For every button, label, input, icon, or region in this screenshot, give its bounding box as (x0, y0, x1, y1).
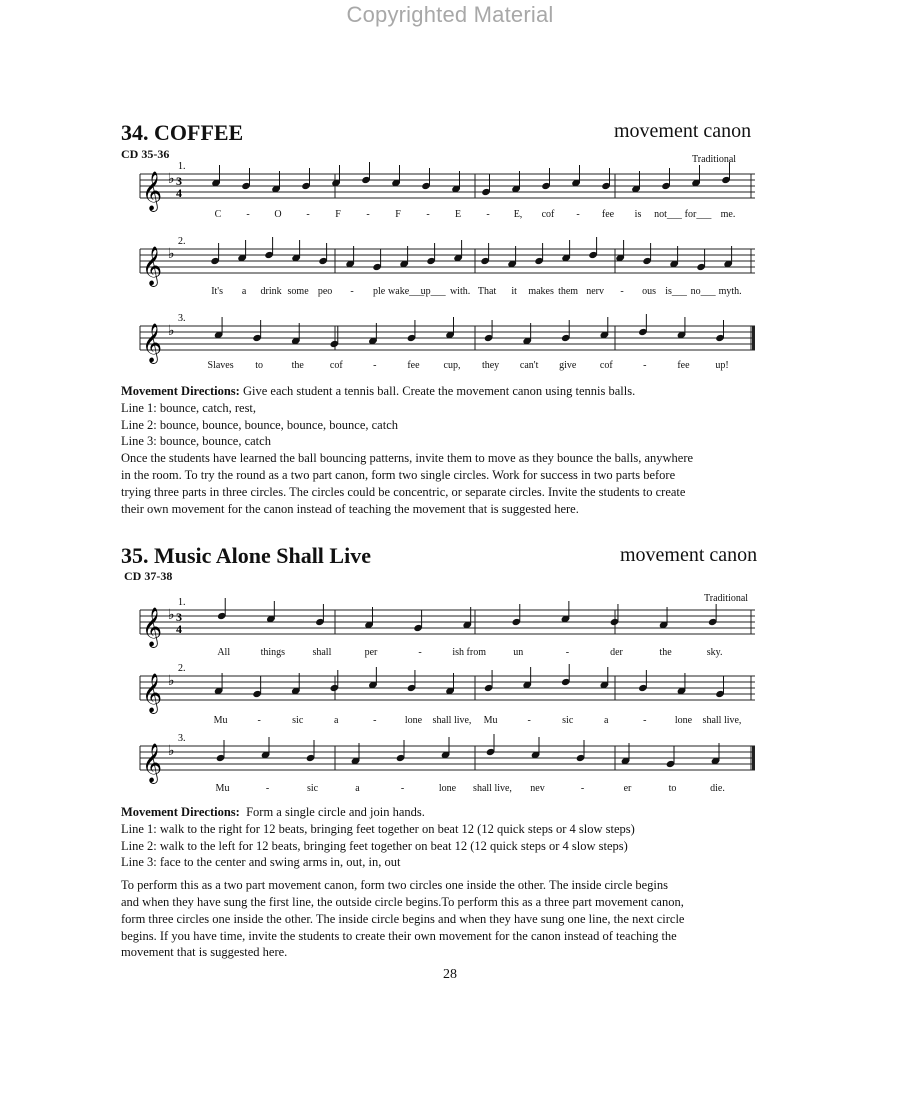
directions-label: Movement Directions: (121, 805, 240, 819)
treble-clef-icon: 𝄞 (142, 323, 163, 363)
lyric-syllable: the (659, 647, 672, 658)
lyric-syllable: fee (677, 360, 690, 371)
paragraph-line: form three circles one inside the other. The inside circle begins and when they have sung one line, the next circle (121, 911, 685, 926)
line-number: 3. (178, 733, 186, 744)
paragraph-line: trying three parts in three circles. The circles could be concentric, or separate circles. Invite the students to create (121, 484, 686, 499)
lyric-syllable: per (364, 647, 378, 658)
lyric-syllable: sic (292, 715, 304, 726)
lyric-syllable: - (350, 286, 354, 297)
lyric-syllable: All (217, 647, 231, 658)
treble-clef-icon: 𝄞 (142, 607, 163, 647)
lyric-syllable: some (287, 286, 309, 297)
lyric-syllable: a (241, 286, 247, 297)
song-34-lyrics-line-2 (140, 286, 755, 300)
treble-clef-icon: 𝄞 (142, 171, 163, 211)
song-35-lyrics-line-1 (140, 647, 755, 661)
lyric-syllable: is___ (665, 286, 687, 297)
lyric-syllable: - (246, 209, 250, 220)
flat-sign-icon: ♭ (168, 323, 175, 339)
lyric-syllable: cof (329, 360, 343, 371)
treble-clef-icon: 𝄞 (142, 246, 163, 286)
lyric-syllable: ish from (452, 647, 486, 658)
lyric-syllable: to (668, 783, 677, 794)
lyric-syllable: ple (372, 286, 386, 297)
lyric-syllable: things (260, 647, 286, 658)
final-barline (752, 326, 755, 350)
direction-line-label: Line 1: (121, 821, 157, 836)
direction-line-text: face to the center and swing arms in, out, in, out (159, 855, 401, 870)
song-34-title: 34. COFFEE (121, 120, 244, 145)
lyric-syllable: - (580, 783, 585, 794)
lyric-syllable: shall (312, 647, 332, 658)
lyric-syllable: lone (404, 715, 423, 726)
lyric-syllable: F (395, 209, 401, 220)
lyric-syllable: cup, (443, 360, 461, 371)
final-barline (752, 746, 755, 770)
lyric-syllable: fee (407, 360, 420, 371)
lyric-syllable: Mu (483, 715, 498, 726)
lyric-syllable: me. (720, 209, 736, 220)
lyric-syllable: with. (449, 286, 471, 297)
lyric-syllable: C (214, 209, 222, 220)
lyric-syllable: - (265, 783, 270, 794)
lyric-syllable: die. (710, 783, 725, 794)
lyric-syllable: - (643, 715, 647, 726)
line-number: 3. (178, 313, 186, 324)
song-35-lyrics-line-2 (140, 715, 755, 729)
flat-sign-icon: ♭ (168, 673, 175, 689)
lyric-syllable: shall live, (702, 715, 742, 726)
lyric-syllable: not___ (654, 209, 682, 220)
direction-line-text: walk to the right for 12 beats, bringing feet together on beat 12 (12 quick steps or 4 slow steps) (159, 821, 635, 836)
paragraph-line: their own movement for the canon instead of teaching the movement that is suggested here. (121, 501, 579, 516)
lyric-syllable: - (366, 209, 370, 220)
song-34-lyrics-line-1 (140, 209, 755, 223)
lyric-syllable: shall live, (473, 783, 512, 794)
lyric-syllable: makes (528, 286, 554, 297)
lyric-syllable: F (335, 209, 341, 220)
line-number: 2. (178, 236, 186, 247)
direction-line-text: walk to the left for 12 beats, bringing feet together on beat 12 (12 quick steps or 4 slow steps) (159, 838, 628, 853)
lyric-syllable: nev (530, 783, 545, 794)
paragraph-line: Once the students have learned the ball bouncing patterns, invite them to move as they bounce the balls, anywhere (121, 451, 694, 466)
time-signature: 4 (176, 622, 182, 636)
treble-clef-icon: 𝄞 (142, 743, 163, 783)
lyric-syllable: myth. (718, 286, 742, 297)
lyric-syllable: cof (599, 360, 613, 371)
lyric-syllable: - (426, 209, 430, 220)
lyric-syllable: - (565, 647, 570, 658)
song-34-directions (121, 383, 781, 517)
lyric-syllable: - (643, 360, 647, 371)
time-signature: 4 (176, 186, 182, 200)
lyric-syllable: to (255, 360, 264, 371)
lyric-syllable: - (373, 360, 377, 371)
lyric-syllable: sky. (706, 647, 723, 658)
flat-sign-icon: ♭ (168, 743, 175, 759)
time-signature: 3 (176, 174, 182, 188)
direction-line-label: Line 3: (121, 855, 157, 870)
lyric-syllable: E (454, 209, 462, 220)
lyric-syllable: - (306, 209, 310, 220)
song-35-directions (121, 804, 781, 961)
treble-clef-icon: 𝄞 (142, 673, 163, 713)
lyric-syllable: nerv (586, 286, 604, 297)
lyric-syllable: shall live, (432, 715, 472, 726)
lyric-syllable: cof (541, 209, 555, 220)
lyric-syllable: un (513, 647, 524, 658)
lyric-syllable: - (418, 647, 422, 658)
song-34-cd: CD 35-36 (121, 147, 170, 161)
lyric-syllable: drink (260, 286, 282, 297)
song-34-credit: Traditional (692, 154, 737, 165)
copyright-watermark: Copyrighted Material (346, 2, 554, 27)
lyric-syllable: ous (642, 286, 657, 297)
line-number: 1. (178, 161, 186, 172)
song-35-title: 35. Music Alone Shall Live (121, 543, 371, 568)
lyric-syllable: them (558, 286, 579, 297)
direction-line-label: Line 2: (121, 417, 157, 432)
lyric-syllable: wake___ (388, 286, 425, 297)
line-number: 1. (178, 597, 186, 608)
direction-line-label: Line 3: (121, 434, 157, 449)
lyric-syllable: the (291, 360, 304, 371)
direction-line-label: Line 1: (121, 400, 157, 415)
flat-sign-icon: ♭ (168, 607, 175, 623)
lyric-syllable: - (527, 715, 531, 726)
lyric-syllable: can't (519, 360, 539, 371)
lyric-syllable: give (559, 360, 577, 371)
lyric-syllable: E, (513, 209, 523, 220)
lyric-syllable: is (634, 209, 642, 220)
lyric-syllable: a (604, 715, 609, 726)
lyric-syllable: sic (306, 783, 319, 794)
song-35-cd: CD 37-38 (124, 569, 173, 583)
song-35-staff-line-2 (140, 662, 755, 722)
paragraph-line: in the room. To try the round as a two part canon, form two single circles. Work for success in two parts before (121, 467, 676, 482)
lyric-syllable: der (610, 647, 623, 658)
lyric-syllable: er (623, 783, 632, 794)
lyric-syllable: fee (601, 209, 615, 220)
lyric-syllable: Mu (213, 715, 228, 726)
song-34-lyrics-line-3 (140, 360, 755, 374)
flat-sign-icon: ♭ (168, 246, 175, 262)
lyric-syllable: It's (211, 286, 223, 297)
song-34-type: movement canon (614, 120, 752, 142)
time-signature: 3 (176, 610, 182, 624)
lyric-syllable: it (511, 286, 517, 297)
lyric-syllable: lone (674, 715, 693, 726)
lyric-syllable: - (486, 209, 490, 220)
lyric-syllable: no___ (690, 286, 716, 297)
lyric-syllable: for___ (684, 209, 712, 220)
direction-line-text: bounce, bounce, catch (159, 434, 271, 449)
lyric-syllable: they (481, 360, 500, 371)
direction-line-label: Line 2: (121, 838, 157, 853)
direction-line-text: bounce, catch, rest, (159, 400, 257, 415)
lyric-syllable: sic (562, 715, 574, 726)
directions-label: Movement Directions: (121, 384, 240, 398)
lyric-syllable: O (274, 209, 282, 220)
song-35-type: movement canon (620, 544, 758, 566)
page-number: 28 (443, 967, 457, 982)
directions-intro: Form a single circle and join hands. (246, 805, 425, 819)
paragraph-line: begins. If you have time, invite the students to create their own movement for the canon instead of teaching the (121, 928, 677, 943)
lyric-syllable: lone (438, 783, 457, 794)
lyric-syllable: Mu (215, 783, 230, 794)
lyric-syllable: - (400, 783, 405, 794)
paragraph-line: movement that is suggested here. (121, 945, 288, 960)
lyric-syllable: up! (715, 360, 729, 371)
song-35-credit: Traditional (704, 593, 749, 604)
lyric-syllable: - (576, 209, 580, 220)
paragraph-line: and when they have sung the first line, the outside circle begins.To perform this as a three part movement canon, (121, 894, 684, 909)
lyric-syllable: peo (317, 286, 333, 297)
lyric-syllable: a (355, 783, 360, 794)
flat-sign-icon: ♭ (168, 171, 175, 187)
lyric-syllable: a (334, 715, 339, 726)
lyric-syllable: - (620, 286, 624, 297)
paragraph-line: To perform this as a two part movement canon, form two circles one inside the other. The inside circle begins (121, 878, 669, 893)
lyric-syllable: That (477, 286, 497, 297)
line-number: 2. (178, 663, 186, 674)
direction-line-text: bounce, bounce, bounce, bounce, bounce, catch (159, 417, 398, 432)
lyric-syllable: - (257, 715, 261, 726)
staff-svg (140, 662, 755, 722)
lyric-syllable: - (373, 715, 377, 726)
song-35-lyrics-line-3 (140, 783, 755, 797)
lyric-syllable: up___ (420, 286, 446, 297)
lyric-syllable: Slaves (207, 360, 234, 371)
directions-intro: Give each student a tennis ball. Create the movement canon using tennis balls. (242, 384, 636, 398)
